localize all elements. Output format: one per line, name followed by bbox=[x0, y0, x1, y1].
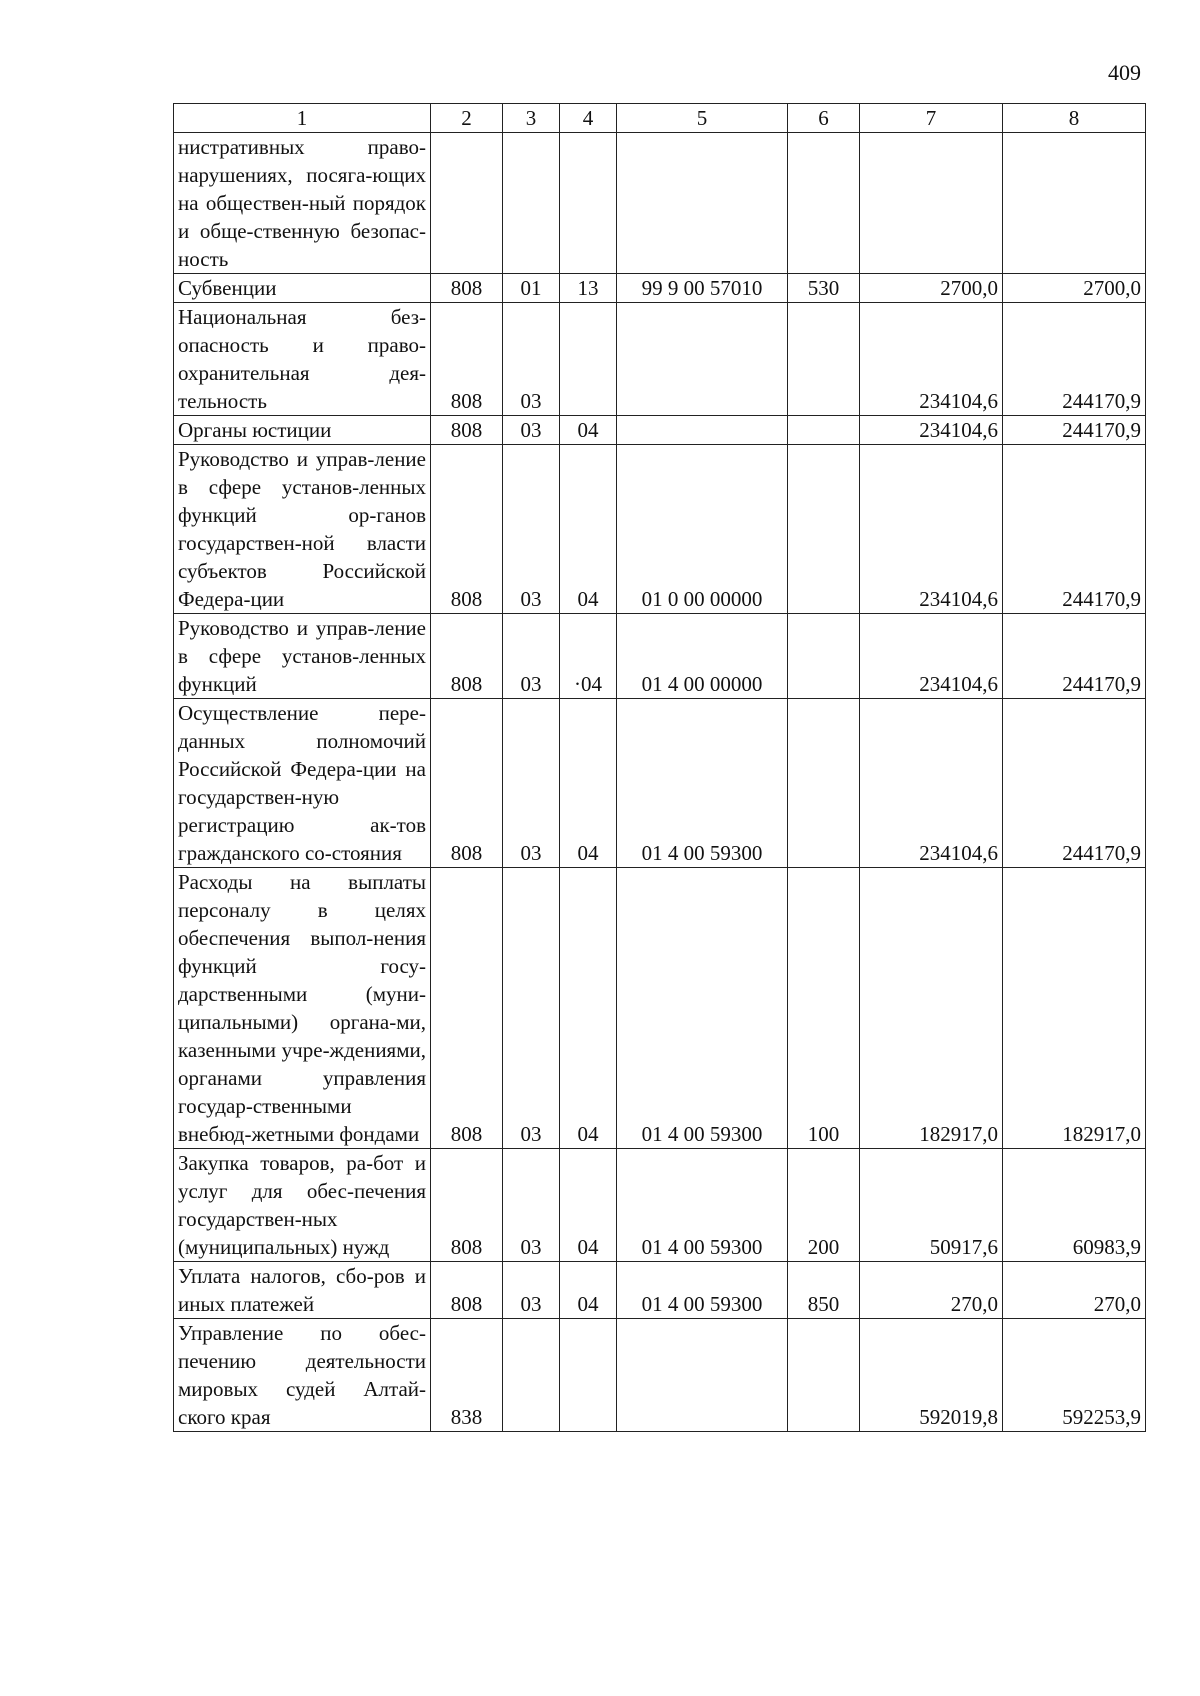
row-name: Руководство и управ-ление в сфере установ-ленных функций ор-ганов государствен-ной власти субъектов Российской Федера-ции bbox=[174, 445, 431, 614]
row-cell-3: 03 bbox=[503, 445, 560, 614]
row-name: нистративных право-нарушениях, посяга-ющих на обществен-ный порядок и обще-ственную безопас-ность bbox=[174, 133, 431, 274]
row-cell-2: 808 bbox=[431, 868, 503, 1149]
row-cell-2: 808 bbox=[431, 274, 503, 303]
row-cell-8: 244170,9 bbox=[1003, 303, 1146, 416]
row-cell-6: 850 bbox=[788, 1262, 860, 1319]
header-col-8: 8 bbox=[1003, 104, 1146, 133]
row-cell-4: 04 bbox=[560, 868, 617, 1149]
row-cell-4 bbox=[560, 133, 617, 274]
row-cell-7: 270,0 bbox=[860, 1262, 1003, 1319]
table-row bbox=[174, 1262, 1146, 1319]
row-cell-8: 2700,0 bbox=[1003, 274, 1146, 303]
table-row bbox=[174, 274, 1146, 303]
row-cell-2: 808 bbox=[431, 416, 503, 445]
row-cell-8: 244170,9 bbox=[1003, 614, 1146, 699]
row-cell-2 bbox=[431, 133, 503, 274]
header-col-2: 2 bbox=[431, 104, 503, 133]
row-name: Расходы на выплаты персоналу в целях обеспечения выпол-нения функций госу-дарственными (муни-ципальными) органа-ми, казенными учре-ждениями, органами управления государ-ственными внебюд-жетными фондами bbox=[174, 868, 431, 1149]
row-cell-7: 182917,0 bbox=[860, 868, 1003, 1149]
row-cell-8: 592253,9 bbox=[1003, 1319, 1146, 1432]
row-cell-6 bbox=[788, 699, 860, 868]
row-cell-4: ·04 bbox=[560, 614, 617, 699]
row-cell-5 bbox=[617, 1319, 788, 1432]
row-cell-6 bbox=[788, 133, 860, 274]
row-cell-8: 182917,0 bbox=[1003, 868, 1146, 1149]
row-cell-8: 270,0 bbox=[1003, 1262, 1146, 1319]
row-cell-7: 2700,0 bbox=[860, 274, 1003, 303]
row-name: Закупка товаров, ра-бот и услуг для обес-печения государствен-ных (муниципальных) нужд bbox=[174, 1149, 431, 1262]
header-col-4: 4 bbox=[560, 104, 617, 133]
header-col-7: 7 bbox=[860, 104, 1003, 133]
table-row bbox=[174, 133, 1146, 274]
row-cell-5: 99 9 00 57010 bbox=[617, 274, 788, 303]
row-cell-5 bbox=[617, 133, 788, 274]
row-cell-5: 01 4 00 59300 bbox=[617, 1262, 788, 1319]
table-row bbox=[174, 614, 1146, 699]
row-cell-4: 04 bbox=[560, 699, 617, 868]
row-cell-2: 808 bbox=[431, 303, 503, 416]
table-row bbox=[174, 416, 1146, 445]
budget-table bbox=[173, 103, 1146, 1432]
row-cell-8: 244170,9 bbox=[1003, 445, 1146, 614]
row-cell-2: 838 bbox=[431, 1319, 503, 1432]
row-cell-8: 244170,9 bbox=[1003, 699, 1146, 868]
row-cell-4: 04 bbox=[560, 445, 617, 614]
row-cell-7: 234104,6 bbox=[860, 416, 1003, 445]
row-cell-7: 592019,8 bbox=[860, 1319, 1003, 1432]
header-col-3: 3 bbox=[503, 104, 560, 133]
table-row bbox=[174, 445, 1146, 614]
header-col-5: 5 bbox=[617, 104, 788, 133]
row-name: Органы юстиции bbox=[174, 416, 431, 445]
row-cell-3: 03 bbox=[503, 303, 560, 416]
page-number: 409 bbox=[1108, 60, 1141, 85]
row-cell-6: 530 bbox=[788, 274, 860, 303]
table-row bbox=[174, 1149, 1146, 1262]
row-cell-3: 01 bbox=[503, 274, 560, 303]
row-cell-8: 244170,9 bbox=[1003, 416, 1146, 445]
row-cell-6: 100 bbox=[788, 868, 860, 1149]
row-cell-6 bbox=[788, 445, 860, 614]
row-cell-7: 50917,6 bbox=[860, 1149, 1003, 1262]
row-cell-3: 03 bbox=[503, 416, 560, 445]
row-name: Руководство и управ-ление в сфере установ-ленных функций bbox=[174, 614, 431, 699]
table-row bbox=[174, 868, 1146, 1149]
row-cell-3: 03 bbox=[503, 614, 560, 699]
row-cell-2: 808 bbox=[431, 445, 503, 614]
row-cell-4: 04 bbox=[560, 1262, 617, 1319]
row-cell-5: 01 4 00 59300 bbox=[617, 868, 788, 1149]
row-cell-5: 01 4 00 59300 bbox=[617, 699, 788, 868]
row-name: Уплата налогов, сбо-ров и иных платежей bbox=[174, 1262, 431, 1319]
row-cell-6 bbox=[788, 303, 860, 416]
row-cell-6: 200 bbox=[788, 1149, 860, 1262]
row-cell-6 bbox=[788, 1319, 860, 1432]
table-header-row bbox=[174, 104, 1146, 133]
row-cell-4 bbox=[560, 303, 617, 416]
row-cell-7: 234104,6 bbox=[860, 445, 1003, 614]
row-name: Управление по обес-печению деятельности мировых судей Алтай-ского края bbox=[174, 1319, 431, 1432]
row-cell-6 bbox=[788, 416, 860, 445]
row-cell-8 bbox=[1003, 133, 1146, 274]
row-cell-3 bbox=[503, 1319, 560, 1432]
header-col-1: 1 bbox=[174, 104, 431, 133]
row-cell-7: 234104,6 bbox=[860, 614, 1003, 699]
row-name: Субвенции bbox=[174, 274, 431, 303]
table-row bbox=[174, 1319, 1146, 1432]
row-cell-5: 01 4 00 59300 bbox=[617, 1149, 788, 1262]
row-cell-3 bbox=[503, 133, 560, 274]
row-cell-2: 808 bbox=[431, 614, 503, 699]
row-cell-7 bbox=[860, 133, 1003, 274]
row-cell-5: 01 0 00 00000 bbox=[617, 445, 788, 614]
row-name: Национальная без-опасность и право-охранительная дея-тельность bbox=[174, 303, 431, 416]
table-row bbox=[174, 699, 1146, 868]
row-cell-4: 04 bbox=[560, 416, 617, 445]
row-cell-4 bbox=[560, 1319, 617, 1432]
row-name: Осуществление пере-данных полномочий Российской Федера-ции на государствен-ную регистрацию ак-тов гражданского со-стояния bbox=[174, 699, 431, 868]
row-cell-3: 03 bbox=[503, 1262, 560, 1319]
table-row bbox=[174, 303, 1146, 416]
row-cell-2: 808 bbox=[431, 699, 503, 868]
row-cell-5 bbox=[617, 303, 788, 416]
row-cell-4: 13 bbox=[560, 274, 617, 303]
row-cell-8: 60983,9 bbox=[1003, 1149, 1146, 1262]
row-cell-6 bbox=[788, 614, 860, 699]
row-cell-7: 234104,6 bbox=[860, 699, 1003, 868]
row-cell-3: 03 bbox=[503, 1149, 560, 1262]
row-cell-5: 01 4 00 00000 bbox=[617, 614, 788, 699]
row-cell-3: 03 bbox=[503, 868, 560, 1149]
row-cell-2: 808 bbox=[431, 1262, 503, 1319]
row-cell-2: 808 bbox=[431, 1149, 503, 1262]
header-col-6: 6 bbox=[788, 104, 860, 133]
row-cell-5 bbox=[617, 416, 788, 445]
row-cell-3: 03 bbox=[503, 699, 560, 868]
row-cell-7: 234104,6 bbox=[860, 303, 1003, 416]
row-cell-4: 04 bbox=[560, 1149, 617, 1262]
